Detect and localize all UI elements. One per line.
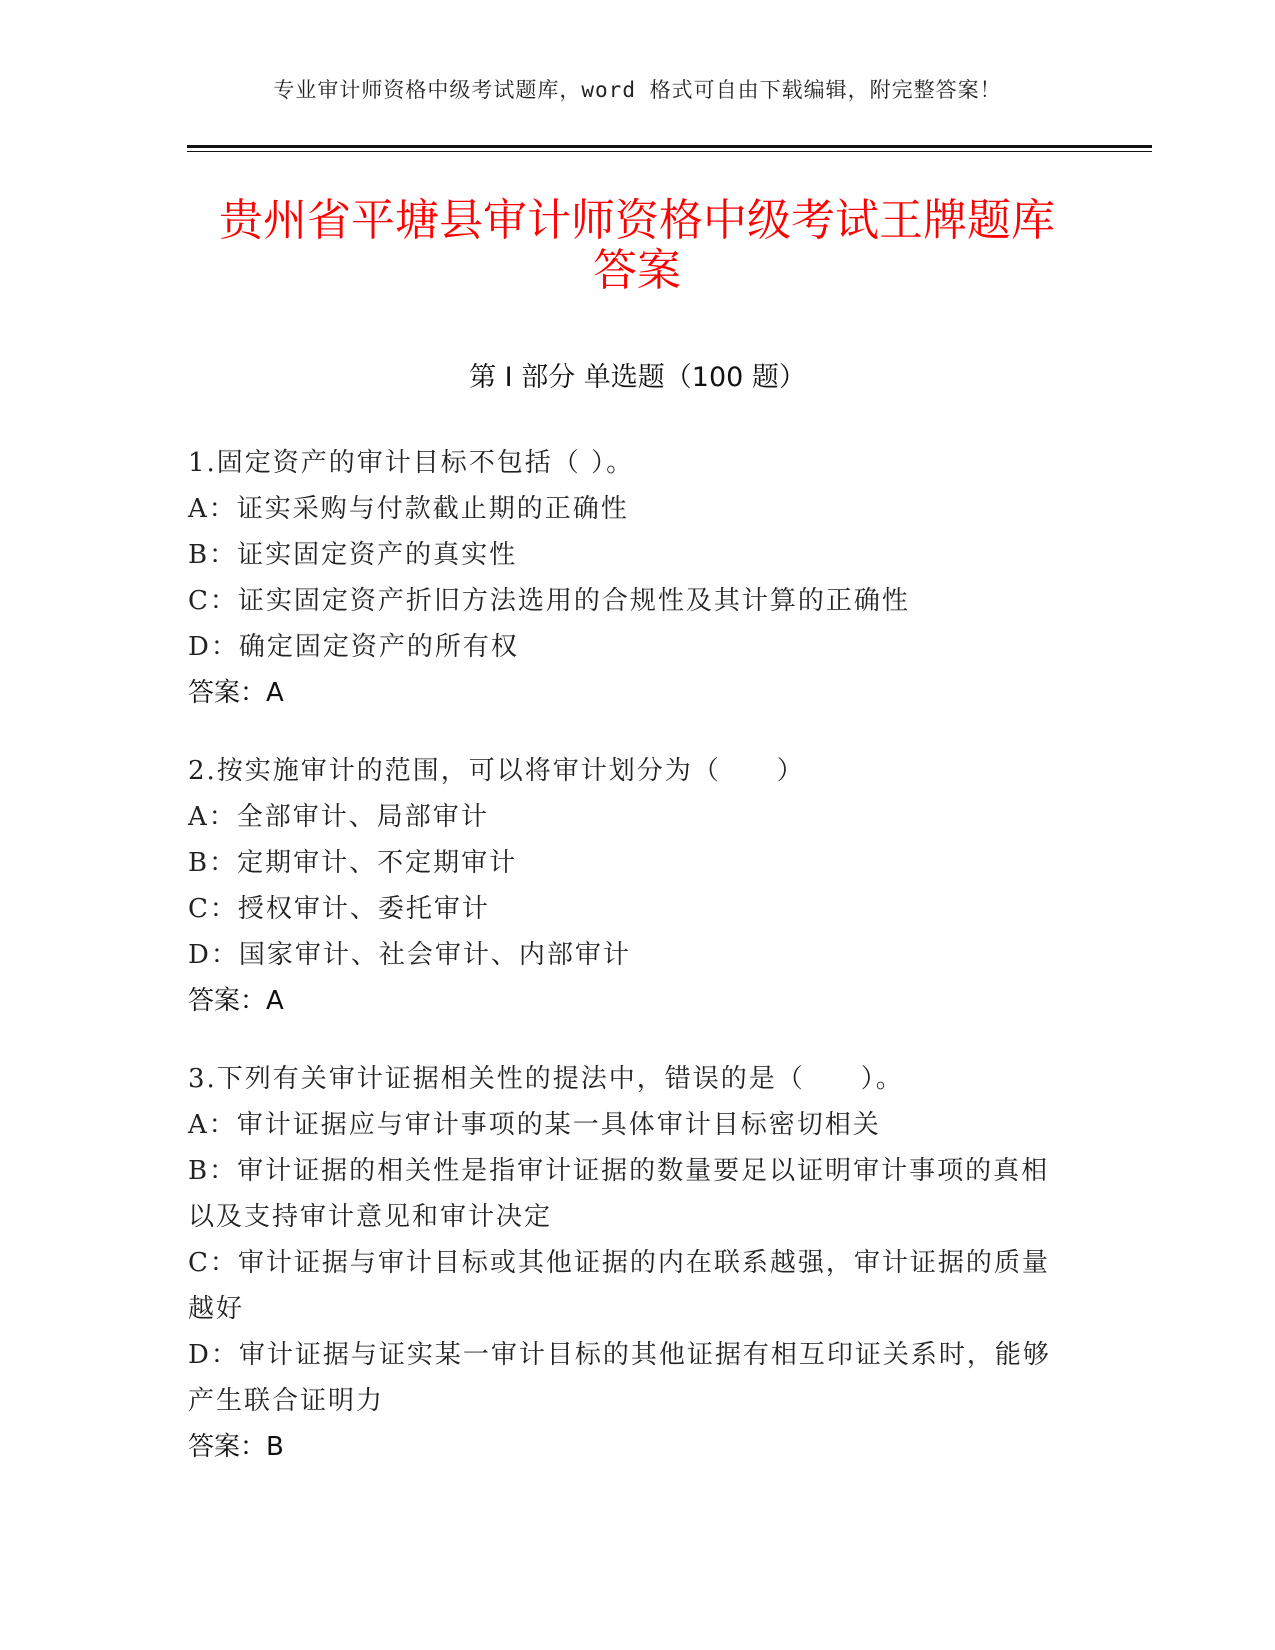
question-3 [188,1056,1068,1470]
option-d: D：国家审计、社会审计、内部审计 [188,940,631,970]
option-c: C：证实固定资产折旧方法选用的合规性及其计算的正确性 [188,586,910,616]
question-stem: 2.按实施审计的范围，可以将审计划分为（ ） [188,756,805,786]
section-title: 第 I 部分 单选题（100 题） [469,362,806,393]
title-line-1: 贵州省平塘县审计师资格中级考试王牌题库 [219,195,1055,246]
header-divider-thick [187,145,1152,148]
question-1 [188,440,1068,716]
option-c: C：授权审计、委托审计 [188,894,490,924]
option-a: A：审计证据应与审计事项的某一具体审计目标密切相关 [188,1110,881,1140]
header-divider-thin [187,151,1152,152]
question-stem: 3.下列有关审计证据相关性的提法中，错误的是（ ）。 [188,1064,904,1094]
question-2 [188,748,1068,1024]
title-line-2: 答案 [593,245,681,296]
option-d: D：审计证据与证实某一审计目标的其他证据有相互印证关系时，能够产生联合证明力 [188,1340,1051,1416]
option-c: C：审计证据与审计目标或其他证据的内在联系越强，审计证据的质量越好 [188,1248,1050,1324]
answer: 答案：A [188,678,284,708]
option-a: A：全部审计、局部审计 [188,802,489,832]
answer: 答案：B [188,1432,284,1462]
option-b: B：证实固定资产的真实性 [188,540,518,570]
option-a: A：证实采购与付款截止期的正确性 [188,494,629,524]
question-stem: 1.固定资产的审计目标不包括（ ）。 [188,448,635,478]
option-d: D：确定固定资产的所有权 [188,632,519,662]
header-note: 专业审计师资格中级考试题库，word 格式可自由下载编辑，附完整答案！ [273,78,1002,102]
option-b: B：审计证据的相关性是指审计证据的数量要足以证明审计事项的真相以及支持审计意见和审计决定 [188,1156,1050,1232]
option-b: B：定期审计、不定期审计 [188,848,518,878]
document-title [187,196,1087,296]
answer: 答案：A [188,986,284,1016]
question-list [188,440,1068,1502]
